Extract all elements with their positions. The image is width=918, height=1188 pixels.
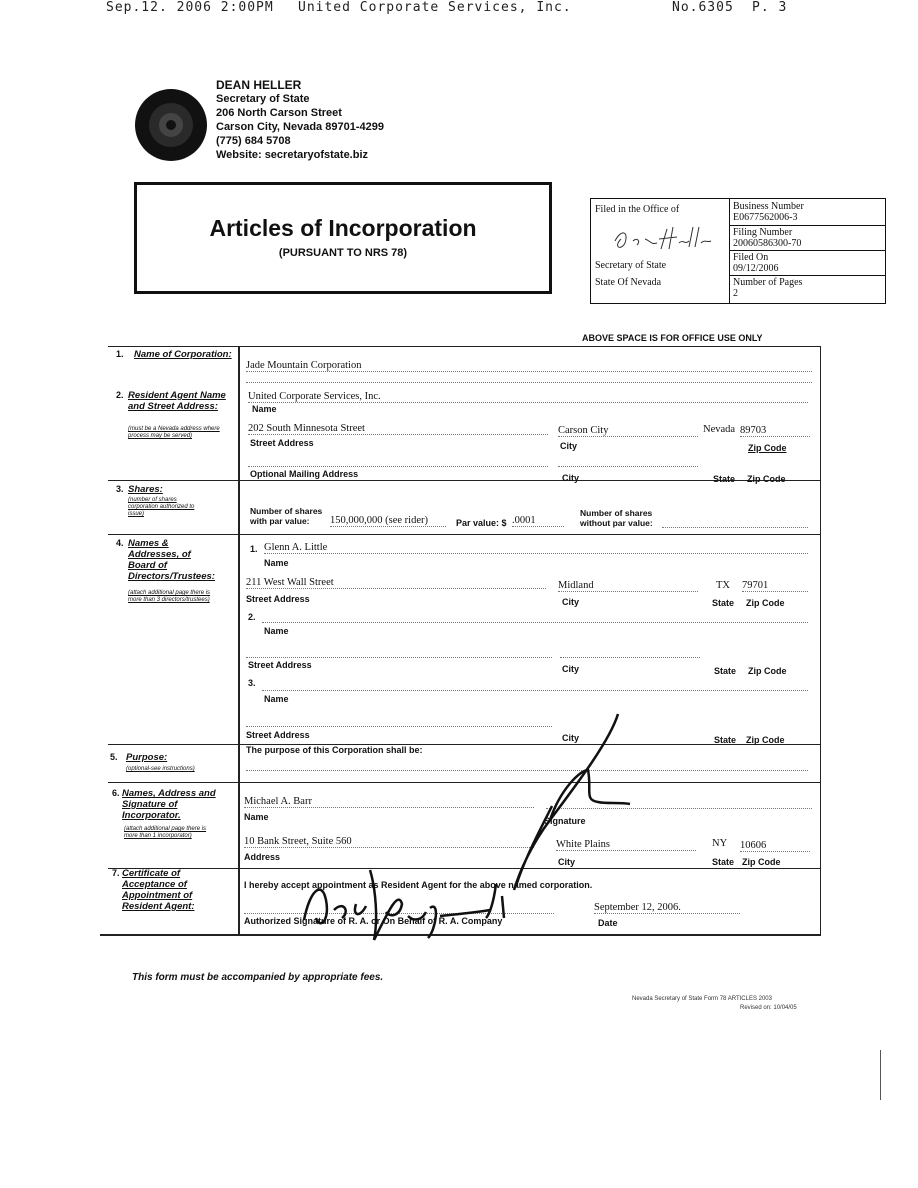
office-header bbox=[216, 78, 384, 162]
incorporator-street: 10 Bank Street, Suite 560 bbox=[244, 836, 534, 848]
sos-label: Secretary of State bbox=[595, 260, 667, 271]
section-6-note: (attach additional page there is more than 1 incorporator) bbox=[124, 826, 207, 839]
filing-box bbox=[590, 198, 886, 304]
director-3-number: 3. bbox=[248, 678, 256, 688]
section-5-number: 5. bbox=[110, 752, 118, 762]
section-1-title: Name of Corporation: bbox=[134, 349, 232, 360]
business-number-label: Business Number bbox=[733, 201, 804, 212]
director-1-name-label: Name bbox=[264, 558, 289, 568]
agent-city-label: City bbox=[560, 441, 578, 451]
incorporator-city-label: City bbox=[558, 857, 576, 867]
form-right-line bbox=[820, 346, 821, 936]
director-2-number: 2. bbox=[248, 612, 256, 622]
state-seal-icon bbox=[134, 88, 208, 162]
pages-label: Number of Pages bbox=[733, 277, 803, 288]
section-6-number: 6. bbox=[112, 788, 120, 798]
filed-in-label: Filed in the Office of bbox=[595, 204, 680, 215]
section-4-note: (attach additional page there is more than 3 directors/trustees) bbox=[128, 590, 211, 603]
section-1-number: 1. bbox=[116, 349, 124, 359]
incorporator-zip: 10606 bbox=[740, 840, 810, 852]
filed-on: 09/12/2006 bbox=[733, 263, 779, 274]
filing-number-label: Filing Number bbox=[733, 227, 793, 238]
section-4-number: 4. bbox=[116, 538, 124, 548]
director-2-zip-label: Zip Code bbox=[748, 666, 787, 676]
director-1-zip-label: Zip Code bbox=[746, 598, 785, 608]
director-1-city-label: City bbox=[562, 597, 580, 607]
scan-mark bbox=[880, 1050, 881, 1100]
incorporator-city: White Plains bbox=[556, 839, 696, 851]
business-number: E0677562006-3 bbox=[733, 212, 798, 223]
director-3-name-label: Name bbox=[264, 694, 289, 704]
par-shares-value: 150,000,000 (see rider) bbox=[330, 515, 446, 527]
form-title: Articles of Incorporation bbox=[209, 215, 477, 241]
section-3-note: (number of shares corporation authorized to issue) bbox=[128, 497, 195, 517]
par-shares-label: Number of shares with par value: bbox=[250, 506, 323, 526]
incorporator-state-label: State bbox=[712, 857, 735, 867]
acceptance-statement: I hereby accept appointment as Resident Agent for the above named corporation. bbox=[244, 880, 593, 890]
form-id: Nevada Secretary of State Form 78 ARTICLES 2003 bbox=[632, 996, 772, 1002]
fax-number: No.6305 bbox=[672, 0, 734, 15]
mailing-address-label: Optional Mailing Address bbox=[250, 469, 359, 479]
filed-on-label: Filed On bbox=[733, 252, 769, 263]
director-3-zip-label: Zip Code bbox=[746, 735, 785, 745]
director-2-street-label: Street Address bbox=[248, 660, 312, 670]
form-top-line bbox=[108, 346, 820, 347]
director-3-city-label: City bbox=[562, 733, 580, 743]
incorporator-zip-label: Zip Code bbox=[742, 857, 781, 867]
section-5-note: (optional-see instructions) bbox=[126, 766, 195, 772]
acceptance-date-label: Date bbox=[598, 918, 618, 928]
agent-zip: 89703 bbox=[740, 425, 810, 437]
office-name: DEAN HELLER bbox=[216, 78, 302, 92]
director-1-zip: 79701 bbox=[742, 580, 808, 592]
director-2-city-label: City bbox=[562, 664, 580, 674]
fax-page: P. 3 bbox=[752, 0, 788, 15]
section-4-title: Names & Addresses, of Board of Directors/Trustees: bbox=[128, 538, 215, 582]
office-phone: (775) 684 5708 bbox=[216, 135, 291, 147]
agent-name-label: Name bbox=[252, 404, 277, 414]
filing-number: 20060586300-70 bbox=[733, 238, 802, 249]
director-1-street: 211 West Wall Street bbox=[246, 577, 546, 589]
section-5-title: Purpose: bbox=[126, 752, 168, 763]
pages-count: 2 bbox=[733, 288, 738, 299]
section-3-number: 3. bbox=[116, 484, 124, 494]
agent-street-label: Street Address bbox=[250, 438, 314, 448]
director-1-number: 1. bbox=[250, 544, 258, 554]
director-3-street-label: Street Address bbox=[246, 730, 310, 740]
director-3-state-label: State bbox=[714, 735, 737, 745]
form-divider bbox=[238, 346, 240, 936]
agent-street: 202 South Minnesota Street bbox=[248, 423, 548, 435]
mailing-city-label: City bbox=[562, 473, 580, 483]
section-2-note: (must be a Nevada address where process may be served) bbox=[128, 426, 220, 439]
incorporator-name-label: Name bbox=[244, 812, 269, 822]
no-par-label: Number of shares without par value: bbox=[580, 508, 653, 528]
incorporator-address-label: Address bbox=[244, 852, 281, 862]
office-use-note: ABOVE SPACE IS FOR OFFICE USE ONLY bbox=[582, 333, 763, 343]
section-7-title: Certificate of Acceptance of Appointment of Resident Agent: bbox=[122, 868, 195, 912]
agent-city: Carson City bbox=[558, 425, 698, 437]
section-7-number: 7. bbox=[112, 868, 120, 878]
acceptance-date: September 12, 2006. bbox=[594, 902, 740, 914]
fax-company: United Corporate Services, Inc. bbox=[298, 0, 572, 15]
fax-datetime: Sep.12. 2006 2:00PM bbox=[106, 0, 274, 15]
director-1-name: Glenn A. Little bbox=[264, 542, 808, 554]
office-city: Carson City, Nevada 89701-4299 bbox=[216, 121, 384, 133]
purpose-label: The purpose of this Corporation shall be: bbox=[246, 745, 423, 755]
par-value-label: Par value: $ bbox=[456, 518, 507, 528]
form-subtitle: (PURSUANT TO NRS 78) bbox=[278, 247, 408, 259]
par-value: .0001 bbox=[512, 515, 564, 527]
office-website: Website: secretaryofstate.biz bbox=[216, 149, 369, 161]
section-6-title: Names, Address and Signature of Incorporator. bbox=[122, 788, 216, 821]
office-street: 206 North Carson Street bbox=[216, 107, 342, 119]
title-box bbox=[134, 182, 552, 294]
director-1-state-label: State bbox=[712, 598, 735, 608]
section-2-title: Resident Agent Name and Street Address: bbox=[128, 390, 226, 412]
corporation-name: Jade Mountain Corporation bbox=[246, 360, 812, 372]
director-1-street-label: Street Address bbox=[246, 594, 310, 604]
secretary-signature bbox=[607, 219, 717, 255]
director-2-state-label: State bbox=[714, 666, 737, 676]
signature-label: Signature bbox=[544, 816, 586, 826]
form-revised: Revised on: 10/04/05 bbox=[740, 1005, 797, 1011]
agent-state: Nevada bbox=[703, 424, 736, 435]
state-label: State Of Nevada bbox=[595, 277, 662, 288]
office-title: Secretary of State bbox=[216, 93, 310, 105]
ra-signature-label: Authorized Signature of R. A. or On Behalf of R. A. Company bbox=[244, 916, 503, 926]
mailing-state-label: State bbox=[713, 474, 736, 484]
agent-zip-label: Zip Code bbox=[748, 443, 787, 453]
resident-agent-signature bbox=[290, 860, 530, 950]
incorporator-state: NY bbox=[712, 838, 728, 849]
incorporator-name: Michael A. Barr bbox=[244, 796, 534, 808]
director-1-state: TX bbox=[716, 580, 730, 591]
agent-name: United Corporate Services, Inc. bbox=[248, 391, 808, 403]
director-2-name-label: Name bbox=[264, 626, 289, 636]
fees-note: This form must be accompanied by appropriate fees. bbox=[132, 972, 384, 983]
director-1-city: Midland bbox=[558, 580, 698, 592]
section-2-number: 2. bbox=[116, 390, 124, 400]
mailing-zip-label: Zip Code bbox=[747, 474, 786, 484]
section-3-title: Shares: bbox=[128, 484, 163, 495]
